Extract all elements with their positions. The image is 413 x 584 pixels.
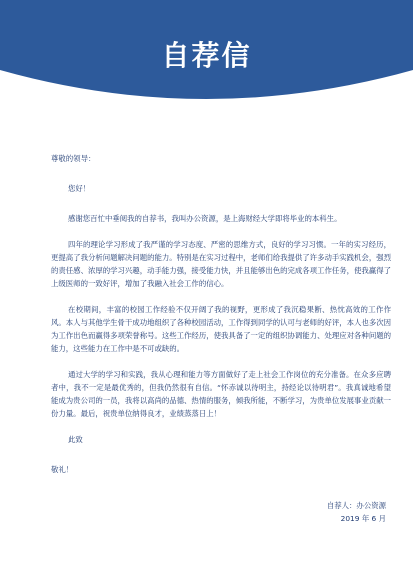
header-banner bbox=[0, 0, 413, 108]
letter-paragraph: 感谢您百忙中垂阅我的自荐书，我叫办公资源，是上海财经大学即将毕业的本科生。 bbox=[68, 214, 342, 223]
letter-body bbox=[51, 152, 391, 476]
letter-regards: 敬礼！ bbox=[51, 465, 74, 474]
letter-paragraph: 在校期间，丰富的校园工作经验不仅开阔了我的视野，更形成了我沉稳果断、热忱高效的工作作风。本人与其他学生骨干成功地组织了各种校园活动，工作得到同学的认可与老师的好评，本人也多次因为工作出色而赢得多项荣誉称号。这些工作经历，使我具备了一定的组织协调能力、处理应对各种问题的能力，这些能力在工作中是不可或缺的。 bbox=[51, 305, 391, 353]
letter-closing: 此致 bbox=[68, 435, 83, 444]
letter-date: 2019 年 6 月 bbox=[340, 514, 386, 523]
letter-paragraph: 通过大学的学习和实践，我从心理和能力等方面做好了走上社会工作岗位的充分准备。在众多应聘者中，我不一定是最优秀的，但我仍然很有自信。“怀赤诚以待明主，持经论以待明君”。我真诚地希望能成为贵公司的一员，我将以高尚的品德、热情的服务，倾我所能，不断学习，为贵单位发展事业贡献一份力量。最后，祝贵单位纳得良才，业绩蒸蒸日上！ bbox=[51, 370, 391, 418]
signature-block bbox=[226, 499, 386, 525]
page-title: 自荐信 bbox=[161, 39, 252, 72]
letter-signature: 自荐人：办公资源 bbox=[326, 501, 386, 510]
letter-greeting: 您好！ bbox=[68, 184, 91, 193]
letter-salutation: 尊敬的领导： bbox=[51, 154, 96, 163]
letter-paragraph: 四年的理论学习形成了我严谨的学习态度、严密的思维方式，良好的学习习惯。一年的实习经历，更提高了我分析问题解决问题的能力。特别是在实习过程中，老师们给我提供了许多动手实践机会，强烈的责任感、浓厚的学习兴趣，动手能力强，接受能力快，并且能够出色的完成各项工作任务，使我赢得了上级医师的一致好评，增加了我融入社会工作的信心。 bbox=[51, 240, 391, 288]
